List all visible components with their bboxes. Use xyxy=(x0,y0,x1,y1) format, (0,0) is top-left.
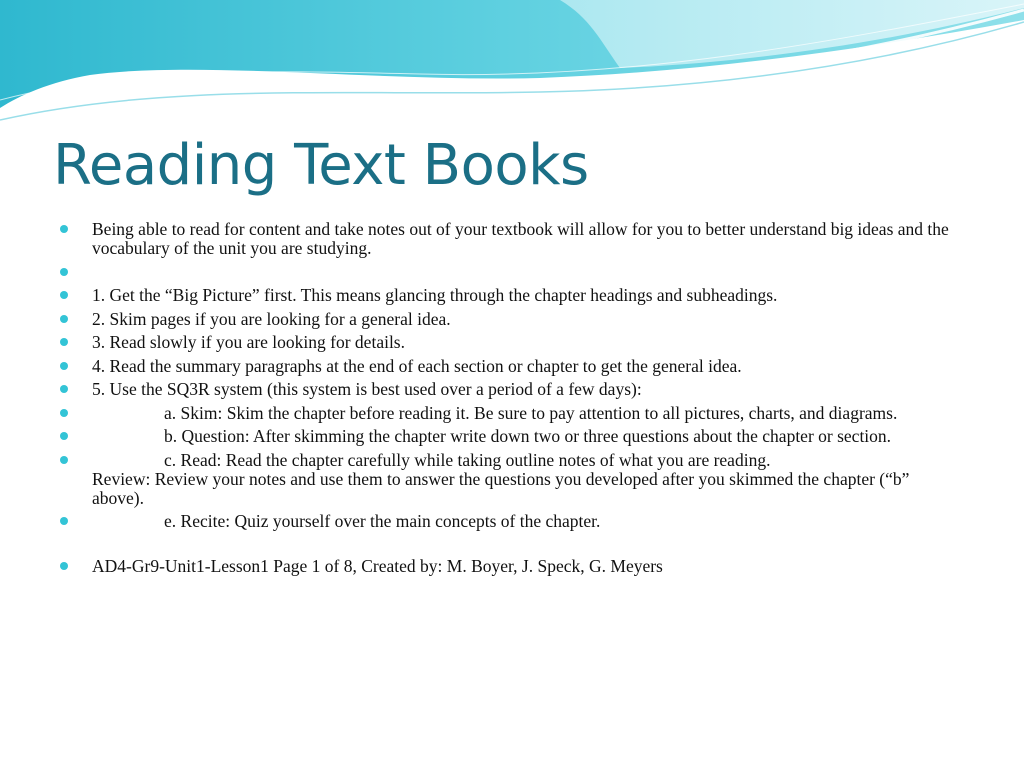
bullet-item xyxy=(60,286,960,305)
bullet-item xyxy=(60,310,960,329)
bullet-item-footer xyxy=(60,557,960,576)
bullet-item xyxy=(60,404,960,423)
bullet-dot-icon xyxy=(60,456,68,464)
bullet-item xyxy=(60,451,960,508)
bullet-text: a. Skim: Skim the chapter before reading it. Be sure to pay attention to all pictures, charts, and diagrams. xyxy=(164,402,898,423)
bullet-item xyxy=(60,263,960,282)
bullet-text: b. Question: After skimming the chapter write down two or three questions about the chapter or section. xyxy=(164,426,892,446)
bullet-dot-icon xyxy=(60,562,68,570)
bullet-text: 1. Get the “Big Picture” first. This means glancing through the chapter headings and subheadings. xyxy=(92,285,778,305)
bullet-dot-icon xyxy=(60,268,68,276)
header-wave-decoration xyxy=(0,0,1024,130)
bullet-text: 5. Use the SQ3R system (this system is best used over a period of a few days): xyxy=(92,379,642,399)
bullet-text: 4. Read the summary paragraphs at the end of each section or chapter to get the general idea. xyxy=(92,355,742,376)
bullet-item xyxy=(60,512,960,531)
bullet-text: 3. Read slowly if you are looking for details. xyxy=(92,332,405,352)
bullet-item xyxy=(60,427,960,446)
bullet-text: AD4-Gr9-Unit1-Lesson1 Page 1 of 8, Created by: M. Boyer, J. Speck, G. Meyers xyxy=(92,556,663,576)
bullet-dot-icon xyxy=(60,291,68,299)
bullet-continuation-text: Review: Review your notes and use them to answer the questions you developed after you skimmed the chapter (“b” above). xyxy=(92,468,910,508)
bullet-text: Being able to read for content and take notes out of your textbook will allow for you to better understand big ideas and the vocabulary of the unit you are studying. xyxy=(92,219,949,258)
bullet-dot-icon xyxy=(60,385,68,393)
bullet-list xyxy=(60,220,960,581)
bullet-text: c. Read: Read the chapter carefully while taking outline notes of what you are reading. xyxy=(164,449,771,470)
bullet-item xyxy=(60,380,960,399)
bullet-item xyxy=(60,357,960,376)
bullet-dot-icon xyxy=(60,362,68,370)
bullet-item xyxy=(60,220,960,258)
bullet-dot-icon xyxy=(60,225,68,233)
bullet-dot-icon xyxy=(60,338,68,346)
bullet-text: 2. Skim pages if you are looking for a general idea. xyxy=(92,308,451,329)
slide-title: Reading Text Books xyxy=(53,133,589,198)
bullet-dot-icon xyxy=(60,432,68,440)
bullet-dot-icon xyxy=(60,315,68,323)
bullet-item xyxy=(60,333,960,352)
bullet-dot-icon xyxy=(60,517,68,525)
bullet-dot-icon xyxy=(60,409,68,417)
bullet-text: e. Recite: Quiz yourself over the main concepts of the chapter. xyxy=(164,511,601,531)
